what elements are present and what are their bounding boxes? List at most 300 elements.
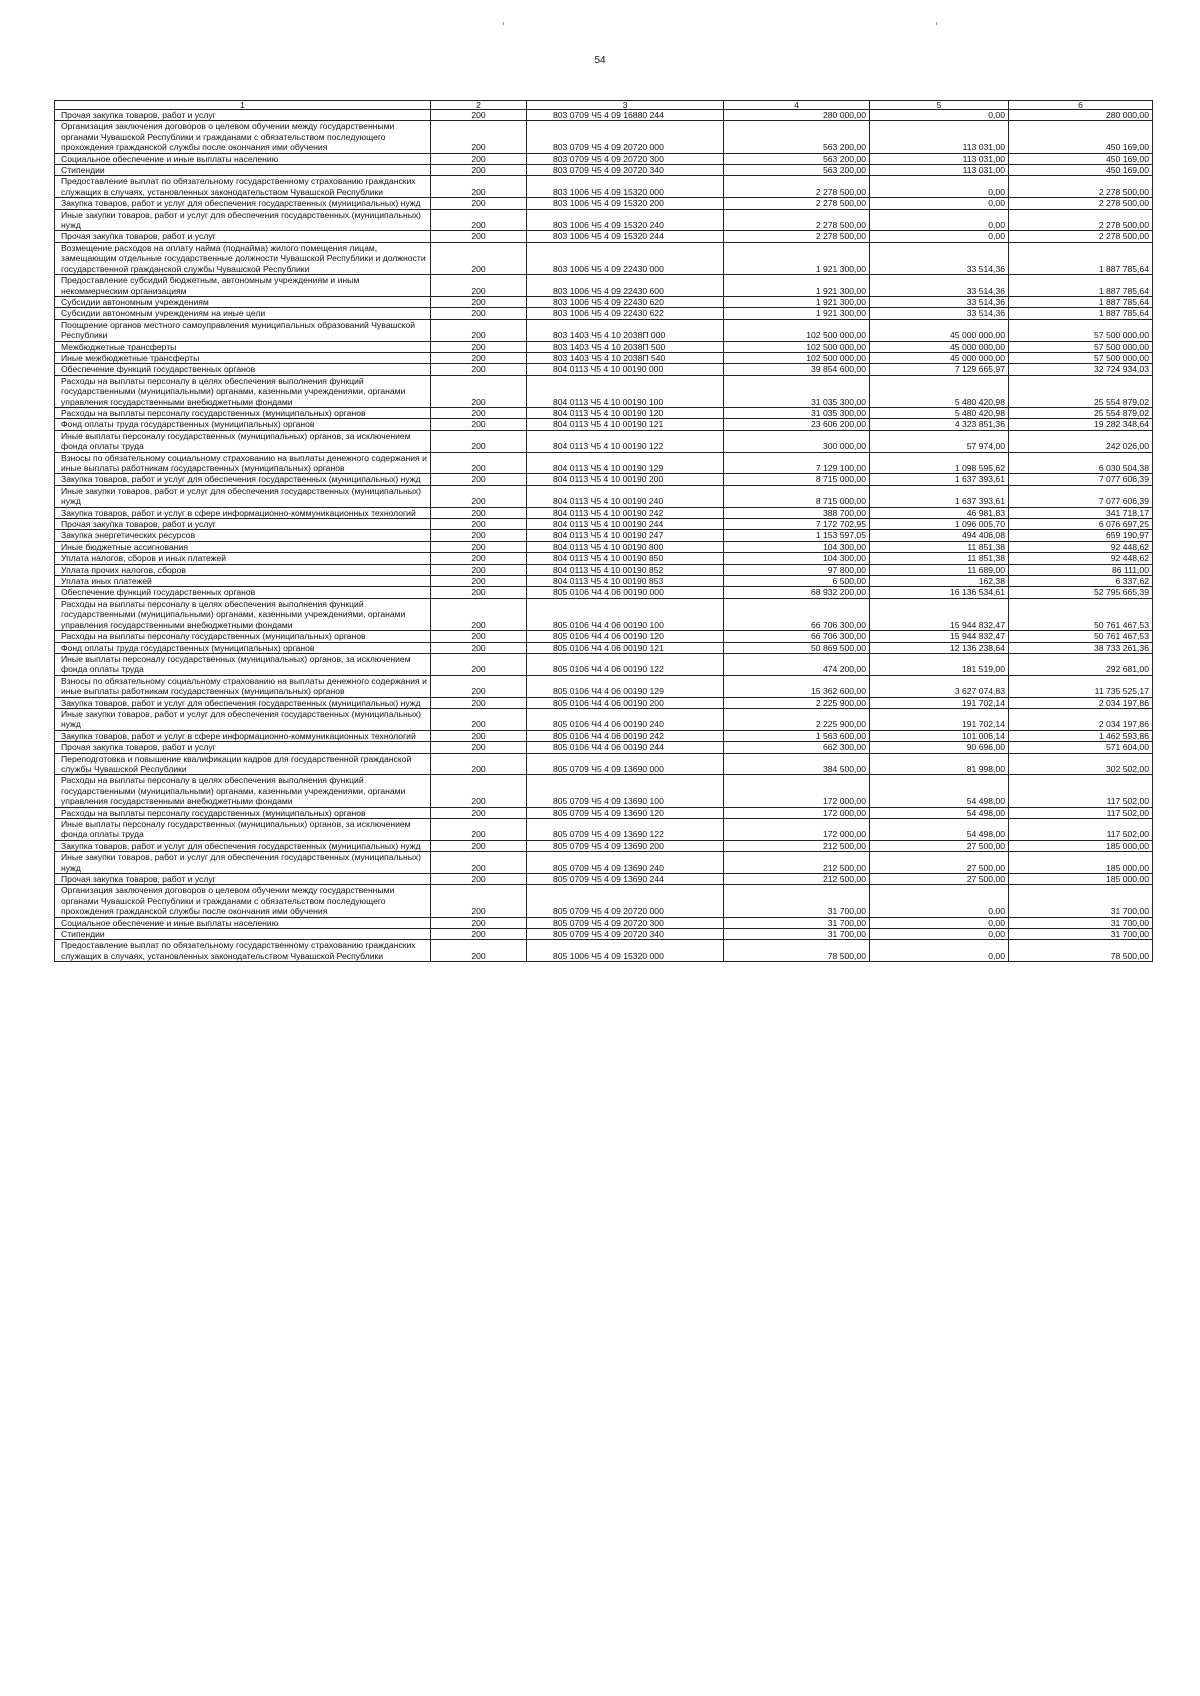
table-row <box>55 553 1153 564</box>
remaining-amount-cell: 1 887 785,64 <box>1009 308 1153 319</box>
table-row <box>55 209 1153 231</box>
line-code-cell: 200 <box>431 121 527 153</box>
classifier-code-cell: 803 0709 Ч5 4 09 20720 340 <box>527 165 724 176</box>
remaining-amount-cell: 50 761 467,53 <box>1009 631 1153 642</box>
executed-amount-cell: 0,00 <box>870 110 1009 121</box>
classifier-code-cell: 805 0106 Ч4 4 06 00190 122 <box>527 653 724 675</box>
remaining-amount-cell: 31 700,00 <box>1009 929 1153 940</box>
table-row <box>55 452 1153 474</box>
classifier-code-cell: 804 0113 Ч5 4 10 00190 121 <box>527 419 724 430</box>
line-code-cell: 200 <box>431 407 527 418</box>
executed-amount-cell: 33 514,36 <box>870 308 1009 319</box>
classifier-code-cell: 805 0709 Ч5 4 09 13690 000 <box>527 753 724 775</box>
line-code-cell: 200 <box>431 209 527 231</box>
classifier-code-cell: 804 0113 Ч5 4 10 00190 244 <box>527 519 724 530</box>
line-code-cell: 200 <box>431 753 527 775</box>
classifier-code-cell: 803 1006 Ч5 4 09 15320 244 <box>527 231 724 242</box>
expense-name-cell: Иные выплаты персоналу государственных (муниципальных) органов, за исключением фонда оплаты труда <box>55 430 431 452</box>
remaining-amount-cell: 280 000,00 <box>1009 110 1153 121</box>
line-code-cell: 200 <box>431 296 527 307</box>
line-code-cell: 200 <box>431 653 527 675</box>
expense-name-cell: Уплата иных платежей <box>55 576 431 587</box>
line-code-cell: 200 <box>431 708 527 730</box>
table-row <box>55 708 1153 730</box>
line-code-cell: 200 <box>431 807 527 818</box>
remaining-amount-cell: 57 500 000,00 <box>1009 352 1153 363</box>
approved-amount-cell: 23 606 200,00 <box>724 419 870 430</box>
approved-amount-cell: 2 278 500,00 <box>724 231 870 242</box>
remaining-amount-cell: 571 604,00 <box>1009 742 1153 753</box>
executed-amount-cell: 0,00 <box>870 917 1009 928</box>
line-code-cell: 200 <box>431 341 527 352</box>
remaining-amount-cell: 92 448,62 <box>1009 553 1153 564</box>
table-row <box>55 675 1153 697</box>
table-row <box>55 407 1153 418</box>
line-code-cell: 200 <box>431 198 527 209</box>
remaining-amount-cell: 6 030 504,38 <box>1009 452 1153 474</box>
executed-amount-cell: 90 696,00 <box>870 742 1009 753</box>
approved-amount-cell: 31 035 300,00 <box>724 375 870 407</box>
column-header-6: 6 <box>1009 101 1153 110</box>
line-code-cell: 200 <box>431 541 527 552</box>
classifier-code-cell: 805 0709 Ч5 4 09 20720 300 <box>527 917 724 928</box>
classifier-code-cell: 805 0106 Ч4 4 06 00190 100 <box>527 598 724 630</box>
classifier-code-cell: 804 0113 Ч5 4 10 00190 100 <box>527 375 724 407</box>
remaining-amount-cell: 31 700,00 <box>1009 885 1153 917</box>
executed-amount-cell: 11 689,00 <box>870 564 1009 575</box>
approved-amount-cell: 7 172 702,95 <box>724 519 870 530</box>
remaining-amount-cell: 2 034 197,86 <box>1009 708 1153 730</box>
approved-amount-cell: 2 225 900,00 <box>724 697 870 708</box>
executed-amount-cell: 113 031,00 <box>870 165 1009 176</box>
approved-amount-cell: 31 700,00 <box>724 885 870 917</box>
executed-amount-cell: 113 031,00 <box>870 153 1009 164</box>
executed-amount-cell: 0,00 <box>870 940 1009 962</box>
approved-amount-cell: 563 200,00 <box>724 153 870 164</box>
executed-amount-cell: 57 974,00 <box>870 430 1009 452</box>
executed-amount-cell: 494 406,08 <box>870 530 1009 541</box>
table-row <box>55 874 1153 885</box>
remaining-amount-cell: 185 000,00 <box>1009 840 1153 851</box>
remaining-amount-cell: 1 462 593,86 <box>1009 730 1153 741</box>
table-row <box>55 308 1153 319</box>
table-row <box>55 275 1153 297</box>
table-row <box>55 631 1153 642</box>
executed-amount-cell: 45 000 000,00 <box>870 352 1009 363</box>
approved-amount-cell: 2 278 500,00 <box>724 209 870 231</box>
table-row <box>55 319 1153 341</box>
line-code-cell: 200 <box>431 775 527 807</box>
approved-amount-cell: 78 500,00 <box>724 940 870 962</box>
approved-amount-cell: 1 921 300,00 <box>724 296 870 307</box>
classifier-code-cell: 804 0113 Ч5 4 10 00190 242 <box>527 507 724 518</box>
remaining-amount-cell: 2 278 500,00 <box>1009 198 1153 209</box>
approved-amount-cell: 102 500 000,00 <box>724 341 870 352</box>
executed-amount-cell: 0,00 <box>870 176 1009 198</box>
remaining-amount-cell: 117 502,00 <box>1009 775 1153 807</box>
classifier-code-cell: 803 1006 Ч5 4 09 15320 240 <box>527 209 724 231</box>
approved-amount-cell: 300 000,00 <box>724 430 870 452</box>
table-row <box>55 231 1153 242</box>
table-row <box>55 110 1153 121</box>
remaining-amount-cell: 2 278 500,00 <box>1009 209 1153 231</box>
expense-name-cell: Закупка товаров, работ и услуг для обеспечения государственных (муниципальных) нужд <box>55 697 431 708</box>
remaining-amount-cell: 659 190,97 <box>1009 530 1153 541</box>
approved-amount-cell: 212 500,00 <box>724 840 870 851</box>
approved-amount-cell: 172 000,00 <box>724 807 870 818</box>
table-row <box>55 541 1153 552</box>
executed-amount-cell: 1 096 005,70 <box>870 519 1009 530</box>
remaining-amount-cell: 78 500,00 <box>1009 940 1153 962</box>
classifier-code-cell: 803 1006 Ч5 4 09 15320 200 <box>527 198 724 209</box>
classifier-code-cell: 803 1006 Ч5 4 09 22430 600 <box>527 275 724 297</box>
remaining-amount-cell: 25 554 879,02 <box>1009 375 1153 407</box>
remaining-amount-cell: 6 076 697,25 <box>1009 519 1153 530</box>
classifier-code-cell: 804 0113 Ч5 4 10 00190 000 <box>527 364 724 375</box>
table-row <box>55 419 1153 430</box>
approved-amount-cell: 104 300,00 <box>724 541 870 552</box>
line-code-cell: 200 <box>431 319 527 341</box>
approved-amount-cell: 97 800,00 <box>724 564 870 575</box>
remaining-amount-cell: 7 077 606,39 <box>1009 485 1153 507</box>
table-row <box>55 198 1153 209</box>
line-code-cell: 200 <box>431 840 527 851</box>
approved-amount-cell: 662 300,00 <box>724 742 870 753</box>
line-code-cell: 200 <box>431 598 527 630</box>
remaining-amount-cell: 86 111,00 <box>1009 564 1153 575</box>
classifier-code-cell: 805 0106 Ч4 4 06 00190 240 <box>527 708 724 730</box>
remaining-amount-cell: 117 502,00 <box>1009 807 1153 818</box>
approved-amount-cell: 1 563 600,00 <box>724 730 870 741</box>
classifier-code-cell: 804 0113 Ч5 4 10 00190 240 <box>527 485 724 507</box>
executed-amount-cell: 101 006,14 <box>870 730 1009 741</box>
expense-name-cell: Прочая закупка товаров, работ и услуг <box>55 231 431 242</box>
scan-tick-mark <box>936 22 937 25</box>
classifier-code-cell: 805 0709 Ч5 4 09 13690 200 <box>527 840 724 851</box>
executed-amount-cell: 54 498,00 <box>870 807 1009 818</box>
executed-amount-cell: 33 514,36 <box>870 275 1009 297</box>
classifier-code-cell: 805 0709 Ч5 4 09 13690 100 <box>527 775 724 807</box>
expense-name-cell: Расходы на выплаты персоналу в целях обеспечения выполнения функций государственными (муниципальными) органами, казенными учреждениями, органами управления государственными внебюджетными фондами <box>55 775 431 807</box>
line-code-cell: 200 <box>431 940 527 962</box>
classifier-code-cell: 805 0106 Ч4 4 06 00190 129 <box>527 675 724 697</box>
line-code-cell: 200 <box>431 165 527 176</box>
expense-name-cell: Фонд оплаты труда государственных (муниципальных) органов <box>55 642 431 653</box>
table-row <box>55 375 1153 407</box>
table-row <box>55 519 1153 530</box>
line-code-cell: 200 <box>431 452 527 474</box>
expense-name-cell: Субсидии автономным учреждениям <box>55 296 431 307</box>
approved-amount-cell: 39 854 600,00 <box>724 364 870 375</box>
table-row <box>55 807 1153 818</box>
expense-name-cell: Иные закупки товаров, работ и услуг для обеспечения государственных (муниципальных) нужд <box>55 852 431 874</box>
remaining-amount-cell: 242 026,00 <box>1009 430 1153 452</box>
classifier-code-cell: 805 0106 Ч4 4 06 00190 244 <box>527 742 724 753</box>
line-code-cell: 200 <box>431 874 527 885</box>
table-row <box>55 121 1153 153</box>
executed-amount-cell: 1 637 393,61 <box>870 485 1009 507</box>
line-code-cell: 200 <box>431 642 527 653</box>
table-row <box>55 852 1153 874</box>
line-code-cell: 200 <box>431 419 527 430</box>
classifier-code-cell: 803 0709 Ч5 4 09 20720 300 <box>527 153 724 164</box>
approved-amount-cell: 1 921 300,00 <box>724 275 870 297</box>
line-code-cell: 200 <box>431 885 527 917</box>
remaining-amount-cell: 185 000,00 <box>1009 874 1153 885</box>
classifier-code-cell: 804 0113 Ч5 4 10 00190 129 <box>527 452 724 474</box>
expense-name-cell: Обеспечение функций государственных органов <box>55 364 431 375</box>
classifier-code-cell: 805 0709 Ч5 4 09 20720 340 <box>527 929 724 940</box>
expense-name-cell: Закупка энергетических ресурсов <box>55 530 431 541</box>
remaining-amount-cell: 117 502,00 <box>1009 819 1153 841</box>
expense-name-cell: Уплата налогов, сборов и иных платежей <box>55 553 431 564</box>
table-row <box>55 474 1153 485</box>
executed-amount-cell: 1 637 393,61 <box>870 474 1009 485</box>
line-code-cell: 200 <box>431 530 527 541</box>
classifier-code-cell: 804 0113 Ч5 4 10 00190 853 <box>527 576 724 587</box>
classifier-code-cell: 803 1403 Ч5 4 10 2038П 540 <box>527 352 724 363</box>
classifier-code-cell: 804 0113 Ч5 4 10 00190 200 <box>527 474 724 485</box>
executed-amount-cell: 113 031,00 <box>870 121 1009 153</box>
table-row <box>55 840 1153 851</box>
table-row <box>55 176 1153 198</box>
table-row <box>55 929 1153 940</box>
approved-amount-cell: 66 706 300,00 <box>724 631 870 642</box>
remaining-amount-cell: 6 337,62 <box>1009 576 1153 587</box>
expense-name-cell: Иные закупки товаров, работ и услуг для обеспечения государственных (муниципальных) нужд <box>55 708 431 730</box>
executed-amount-cell: 27 500,00 <box>870 840 1009 851</box>
approved-amount-cell: 102 500 000,00 <box>724 352 870 363</box>
approved-amount-cell: 2 278 500,00 <box>724 176 870 198</box>
approved-amount-cell: 50 869 500,00 <box>724 642 870 653</box>
expense-name-cell: Иные закупки товаров, работ и услуг для обеспечения государственных (муниципальных) нужд <box>55 209 431 231</box>
remaining-amount-cell: 292 681,00 <box>1009 653 1153 675</box>
line-code-cell: 200 <box>431 576 527 587</box>
line-code-cell: 200 <box>431 697 527 708</box>
expense-name-cell: Расходы на выплаты персоналу в целях обеспечения выполнения функций государственными (муниципальными) органами, казенными учреждениями, органами управления государственными внебюджетными фондами <box>55 375 431 407</box>
expense-name-cell: Иные выплаты персоналу государственных (муниципальных) органов, за исключением фонда оплаты труда <box>55 819 431 841</box>
executed-amount-cell: 46 981,83 <box>870 507 1009 518</box>
line-code-cell: 200 <box>431 485 527 507</box>
remaining-amount-cell: 185 000,00 <box>1009 852 1153 874</box>
expense-name-cell: Закупка товаров, работ и услуг для обеспечения государственных (муниципальных) нужд <box>55 840 431 851</box>
line-code-cell: 200 <box>431 242 527 274</box>
expense-name-cell: Возмещение расходов на оплату найма (поднайма) жилого помещения лицам, замещающим отдельные государственные должности Чувашской Республики и должности государственной гражданской службы Чувашской Республики <box>55 242 431 274</box>
executed-amount-cell: 11 851,38 <box>870 553 1009 564</box>
table-row <box>55 364 1153 375</box>
classifier-code-cell: 803 0709 Ч5 4 09 16880 244 <box>527 110 724 121</box>
remaining-amount-cell: 11 735 525,17 <box>1009 675 1153 697</box>
remaining-amount-cell: 52 795 665,39 <box>1009 587 1153 598</box>
classifier-code-cell: 805 0106 Ч4 4 06 00190 242 <box>527 730 724 741</box>
table-row <box>55 296 1153 307</box>
table-row <box>55 642 1153 653</box>
remaining-amount-cell: 57 500 000,00 <box>1009 341 1153 352</box>
remaining-amount-cell: 1 887 785,64 <box>1009 296 1153 307</box>
table-row <box>55 753 1153 775</box>
approved-amount-cell: 388 700,00 <box>724 507 870 518</box>
remaining-amount-cell: 7 077 606,39 <box>1009 474 1153 485</box>
executed-amount-cell: 45 000 000,00 <box>870 341 1009 352</box>
line-code-cell: 200 <box>431 275 527 297</box>
classifier-code-cell: 805 0709 Ч5 4 09 20720 000 <box>527 885 724 917</box>
executed-amount-cell: 3 627 074,83 <box>870 675 1009 697</box>
expense-name-cell: Иные выплаты персоналу государственных (муниципальных) органов, за исключением фонда оплаты труда <box>55 653 431 675</box>
executed-amount-cell: 12 136 238,64 <box>870 642 1009 653</box>
executed-amount-cell: 45 000 000,00 <box>870 319 1009 341</box>
column-header-2: 2 <box>431 101 527 110</box>
executed-amount-cell: 191 702,14 <box>870 697 1009 708</box>
expense-name-cell: Переподготовка и повышение квалификации кадров для государственной гражданской службы Чувашской Республики <box>55 753 431 775</box>
remaining-amount-cell: 341 718,17 <box>1009 507 1153 518</box>
executed-amount-cell: 1 098 595,62 <box>870 452 1009 474</box>
remaining-amount-cell: 1 887 785,64 <box>1009 275 1153 297</box>
remaining-amount-cell: 2 034 197,86 <box>1009 697 1153 708</box>
table-row <box>55 742 1153 753</box>
line-code-cell: 200 <box>431 675 527 697</box>
remaining-amount-cell: 450 169,00 <box>1009 165 1153 176</box>
table-row <box>55 507 1153 518</box>
approved-amount-cell: 8 715 000,00 <box>724 474 870 485</box>
approved-amount-cell: 1 153 597,05 <box>724 530 870 541</box>
executed-amount-cell: 54 498,00 <box>870 819 1009 841</box>
approved-amount-cell: 31 700,00 <box>724 929 870 940</box>
table-row <box>55 598 1153 630</box>
approved-amount-cell: 68 932 200,00 <box>724 587 870 598</box>
table-row <box>55 485 1153 507</box>
executed-amount-cell: 0,00 <box>870 231 1009 242</box>
classifier-code-cell: 803 1403 Ч5 4 10 2038П 000 <box>527 319 724 341</box>
budget-execution-table <box>54 100 1153 962</box>
approved-amount-cell: 8 715 000,00 <box>724 485 870 507</box>
line-code-cell: 200 <box>431 730 527 741</box>
executed-amount-cell: 5 480 420,98 <box>870 407 1009 418</box>
expense-name-cell: Стипендии <box>55 165 431 176</box>
table-row <box>55 352 1153 363</box>
executed-amount-cell: 54 498,00 <box>870 775 1009 807</box>
scan-tick-mark <box>503 22 504 25</box>
approved-amount-cell: 2 278 500,00 <box>724 198 870 209</box>
column-header-5: 5 <box>870 101 1009 110</box>
expense-name-cell: Прочая закупка товаров, работ и услуг <box>55 742 431 753</box>
executed-amount-cell: 33 514,36 <box>870 296 1009 307</box>
approved-amount-cell: 102 500 000,00 <box>724 319 870 341</box>
executed-amount-cell: 16 136 534,61 <box>870 587 1009 598</box>
expense-name-cell: Закупка товаров, работ и услуг для обеспечения государственных (муниципальных) нужд <box>55 474 431 485</box>
expense-name-cell: Субсидии автономным учреждениям на иные цели <box>55 308 431 319</box>
expense-name-cell: Фонд оплаты труда государственных (муниципальных) органов <box>55 419 431 430</box>
approved-amount-cell: 172 000,00 <box>724 819 870 841</box>
expense-name-cell: Межбюджетные трансферты <box>55 341 431 352</box>
line-code-cell: 200 <box>431 430 527 452</box>
expense-name-cell: Предоставление субсидий бюджетным, автономным учреждениям и иным некоммерческим организациям <box>55 275 431 297</box>
table-row <box>55 341 1153 352</box>
expense-name-cell: Расходы на выплаты персоналу государственных (муниципальных) органов <box>55 631 431 642</box>
expense-name-cell: Организация заключения договоров о целевом обучении между государственными органами Чувашской Республики и гражданами с обязательством последующего прохождения гражданской службы после окончания ими обучения <box>55 885 431 917</box>
classifier-code-cell: 804 0113 Ч5 4 10 00190 850 <box>527 553 724 564</box>
expense-name-cell: Стипендии <box>55 929 431 940</box>
line-code-cell: 200 <box>431 375 527 407</box>
line-code-cell: 200 <box>431 231 527 242</box>
expense-name-cell: Взносы по обязательному социальному страхованию на выплаты денежного содержания и иные выплаты работникам государственных (муниципальных) органов <box>55 675 431 697</box>
executed-amount-cell: 33 514,36 <box>870 242 1009 274</box>
line-code-cell: 200 <box>431 308 527 319</box>
approved-amount-cell: 384 500,00 <box>724 753 870 775</box>
line-code-cell: 200 <box>431 507 527 518</box>
line-code-cell: 200 <box>431 474 527 485</box>
executed-amount-cell: 4 323 851,36 <box>870 419 1009 430</box>
line-code-cell: 200 <box>431 364 527 375</box>
expense-name-cell: Поощрение органов местного самоуправления муниципальных образований Чувашской Республики <box>55 319 431 341</box>
expense-name-cell: Иные закупки товаров, работ и услуг для обеспечения государственных (муниципальных) нужд <box>55 485 431 507</box>
classifier-code-cell: 805 0709 Ч5 4 09 13690 122 <box>527 819 724 841</box>
line-code-cell: 200 <box>431 352 527 363</box>
column-header-3: 3 <box>527 101 724 110</box>
executed-amount-cell: 81 998,00 <box>870 753 1009 775</box>
table-row <box>55 775 1153 807</box>
line-code-cell: 200 <box>431 110 527 121</box>
classifier-code-cell: 805 0106 Ч4 4 06 00190 121 <box>527 642 724 653</box>
line-code-cell: 200 <box>431 631 527 642</box>
line-code-cell: 200 <box>431 519 527 530</box>
table-row <box>55 530 1153 541</box>
table-row <box>55 819 1153 841</box>
approved-amount-cell: 212 500,00 <box>724 874 870 885</box>
page-number: 54 <box>594 55 606 66</box>
approved-amount-cell: 15 362 600,00 <box>724 675 870 697</box>
classifier-code-cell: 803 1006 Ч5 4 09 15320 000 <box>527 176 724 198</box>
remaining-amount-cell: 38 733 261,36 <box>1009 642 1153 653</box>
table-row <box>55 885 1153 917</box>
executed-amount-cell: 0,00 <box>870 209 1009 231</box>
approved-amount-cell: 66 706 300,00 <box>724 598 870 630</box>
expense-name-cell: Предоставление выплат по обязательному государственному страхованию гражданских служащих в случаях, установленных законодательством Чувашской Республики <box>55 176 431 198</box>
executed-amount-cell: 0,00 <box>870 929 1009 940</box>
line-code-cell: 200 <box>431 819 527 841</box>
line-code-cell: 200 <box>431 564 527 575</box>
classifier-code-cell: 805 0106 Ч4 4 06 00190 200 <box>527 697 724 708</box>
table-row <box>55 165 1153 176</box>
executed-amount-cell: 0,00 <box>870 885 1009 917</box>
line-code-cell: 200 <box>431 553 527 564</box>
executed-amount-cell: 15 944 832,47 <box>870 631 1009 642</box>
line-code-cell: 200 <box>431 176 527 198</box>
approved-amount-cell: 563 200,00 <box>724 121 870 153</box>
remaining-amount-cell: 2 278 500,00 <box>1009 176 1153 198</box>
classifier-code-cell: 803 1006 Ч5 4 09 22430 622 <box>527 308 724 319</box>
classifier-code-cell: 805 0106 Ч4 4 06 00190 120 <box>527 631 724 642</box>
expense-name-cell: Закупка товаров, работ и услуг в сфере информационно-коммуникационных технологий <box>55 507 431 518</box>
table-row <box>55 153 1153 164</box>
table-row <box>55 697 1153 708</box>
classifier-code-cell: 803 1006 Ч5 4 09 22430 620 <box>527 296 724 307</box>
line-code-cell: 200 <box>431 587 527 598</box>
remaining-amount-cell: 50 761 467,53 <box>1009 598 1153 630</box>
executed-amount-cell: 27 500,00 <box>870 852 1009 874</box>
classifier-code-cell: 803 1006 Ч5 4 09 22430 000 <box>527 242 724 274</box>
line-code-cell: 200 <box>431 742 527 753</box>
classifier-code-cell: 803 0709 Ч5 4 09 20720 000 <box>527 121 724 153</box>
table-row <box>55 576 1153 587</box>
expense-name-cell: Иные бюджетные ассигнования <box>55 541 431 552</box>
column-number-row <box>55 101 1153 110</box>
expense-name-cell: Социальное обеспечение и иные выплаты населению <box>55 917 431 928</box>
expense-name-cell: Обеспечение функций государственных органов <box>55 587 431 598</box>
remaining-amount-cell: 31 700,00 <box>1009 917 1153 928</box>
executed-amount-cell: 191 702,14 <box>870 708 1009 730</box>
table-row <box>55 430 1153 452</box>
executed-amount-cell: 11 851,38 <box>870 541 1009 552</box>
